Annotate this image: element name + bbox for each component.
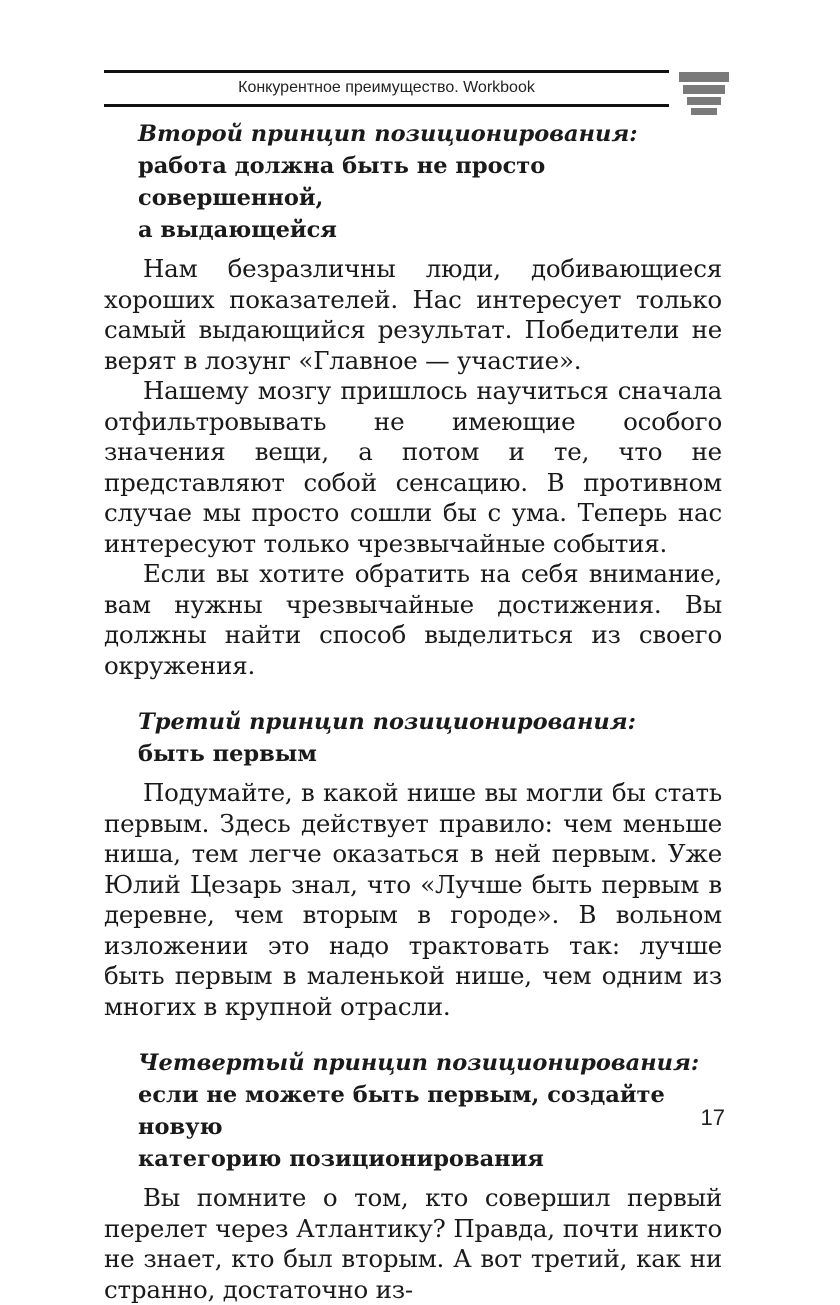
- paragraph: Нашему мозгу пришлось научиться сначала отфильтровывать не имеющие особого значения вещи, а потом и те, что не представляют собой сенсацию. В противном случае мы просто сошли бы с ума. Теперь нас интересуют только чрезвычайные события.: [104, 376, 722, 558]
- heading-subtitle-line: работа должна быть не просто совершенной,: [138, 153, 546, 211]
- paragraph: Если вы хотите обратить на себя внимание, вам нужны чрезвычайные достижения. Вы должны найти способ выделиться из своего окружения.: [104, 559, 722, 680]
- section-heading: [104, 1047, 722, 1175]
- paragraph: Вы помните о том, кто совершил первый перелет через Атлантику? Правда, почти никто не знает, кто был вторым. А вот третий, как ни странно, достаточно из-: [104, 1183, 722, 1304]
- paragraph: Нам безразличны люди, добивающиеся хороших показателей. Нас интересует только самый выдающийся результат. Победители не верят в лозунг «Главное — участие».: [104, 254, 722, 375]
- stacked-bars-icon: [679, 72, 729, 116]
- section-heading: [104, 118, 722, 246]
- paragraph: Подумайте, в какой нише вы могли бы стать первым. Здесь действует правило: чем меньше ниша, тем легче оказаться в ней первым. Уже Юлий Цезарь знал, что «Лучше быть первым в деревне, чем вторым в городе». В вольном изложении это надо трактовать так: лучше быть первым в маленькой нише, чем одним из многих в крупной отрасли.: [104, 778, 722, 1021]
- page-number: 17: [700, 1105, 725, 1130]
- header-rule-bottom: [104, 104, 669, 107]
- heading-title: Четвертый принцип позиционирования:: [138, 1050, 700, 1076]
- heading-subtitle-line: категорию позиционирования: [138, 1146, 544, 1172]
- running-head: Конкурентное преимущество. Workbook: [238, 79, 535, 96]
- heading-subtitle-line: а выдающейся: [138, 217, 337, 243]
- header-rule-top: [104, 70, 669, 73]
- heading-title: Второй принцип позиционирования:: [138, 121, 638, 147]
- page-body: [104, 118, 722, 1305]
- heading-subtitle-line: если не можете быть первым, создайте новую: [138, 1082, 665, 1140]
- section-heading: [104, 706, 722, 770]
- heading-subtitle-line: быть первым: [138, 741, 317, 767]
- heading-title: Третий принцип позиционирования:: [138, 709, 636, 735]
